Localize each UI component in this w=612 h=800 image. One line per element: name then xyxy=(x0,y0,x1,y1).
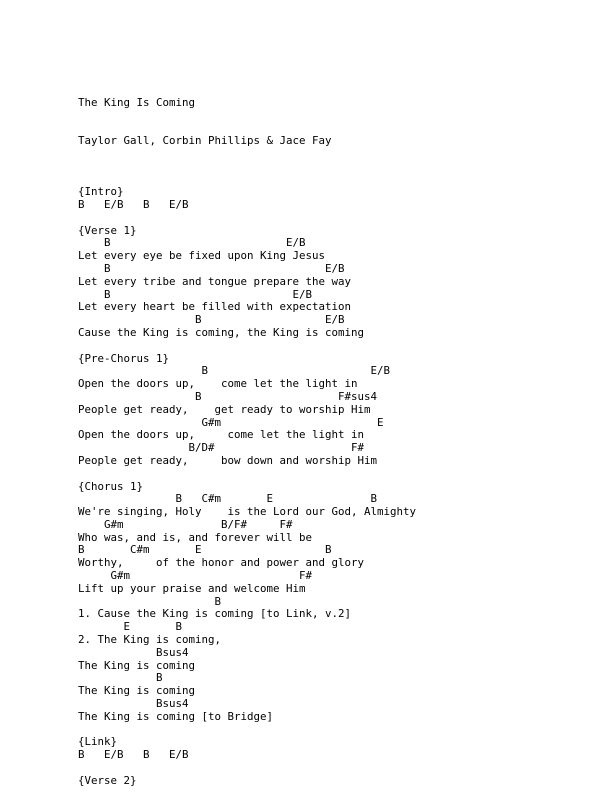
section-heading: {Verse 2} xyxy=(78,773,137,787)
blank-line xyxy=(78,762,598,775)
lyric-line: Let every heart be filled with expectation xyxy=(78,300,352,314)
chord-line: B E/B B E/B xyxy=(78,748,189,762)
chord-line: Bsus4 xyxy=(78,645,189,659)
chord-line: B xyxy=(78,594,222,608)
section-heading: {Chorus 1} xyxy=(78,479,144,493)
chord-line: B/D# F# xyxy=(78,441,365,455)
lyric-line: The King is coming xyxy=(78,684,196,698)
chord-line: B F#sus4 xyxy=(78,389,378,403)
chord-line: B C#m E B xyxy=(78,543,332,557)
blank-line xyxy=(78,468,598,481)
blank-line xyxy=(78,724,598,737)
chord-line: G#m F# xyxy=(78,569,313,583)
lyric-line: Open the doors up, come let the light in xyxy=(78,428,365,442)
section-heading: {Pre-Chorus 1} xyxy=(78,351,170,365)
section-heading: {Link} xyxy=(78,735,118,749)
section-heading: {Intro} xyxy=(78,185,124,199)
chord-line: E B xyxy=(78,620,183,634)
song-authors: Taylor Gall, Corbin Phillips & Jace Fay xyxy=(78,133,332,147)
chord-line: B C#m E B xyxy=(78,492,378,506)
lyric-line: People get ready, get ready to worship Him xyxy=(78,402,371,416)
song-title: The King Is Coming xyxy=(78,95,196,109)
blank-line xyxy=(78,340,598,353)
section-heading: {Verse 1} xyxy=(78,223,137,237)
lyric-line: Lift up your praise and welcome Him xyxy=(78,581,306,595)
blank-line xyxy=(78,173,598,186)
lyric-line: Who was, and is, and forever will be xyxy=(78,530,313,544)
lyric-line: Let every tribe and tongue prepare the way xyxy=(78,274,352,288)
chord-line: B E/B B E/B xyxy=(78,197,189,211)
chord-line: B E/B xyxy=(78,261,345,275)
chord-line: G#m E xyxy=(78,415,384,429)
lyric-line: Open the doors up, come let the light in xyxy=(78,377,358,391)
lyric-line: We're singing, Holy is the Lord our God, Almighty xyxy=(78,505,417,519)
song-body xyxy=(78,173,598,787)
chord-line: B E/B xyxy=(78,236,306,250)
chord-line: G#m B/F# F# xyxy=(78,517,293,531)
blank-line xyxy=(78,212,598,225)
lyric-line: Worthy, of the honor and power and glory xyxy=(78,556,365,570)
chord-sheet xyxy=(78,71,598,800)
lyric-line: People get ready, bow down and worship Him xyxy=(78,453,378,467)
chord-line: B xyxy=(78,671,163,685)
lyric-line: Let every eye be fixed upon King Jesus xyxy=(78,249,326,263)
lyric-line: Cause the King is coming, the King is coming xyxy=(78,325,365,339)
lyric-line: 2. The King is coming, xyxy=(78,633,222,647)
chord-line: Bsus4 xyxy=(78,697,189,711)
lyric-line: The King is coming xyxy=(78,658,196,672)
chord-line: B E/B xyxy=(78,364,391,378)
chord-line: B E/B xyxy=(78,313,345,327)
lyric-line: 1. Cause the King is coming [to Link, v.2] xyxy=(78,607,352,621)
chord-line: B E/B xyxy=(78,287,313,301)
lyric-line: The King is coming [to Bridge] xyxy=(78,709,274,723)
